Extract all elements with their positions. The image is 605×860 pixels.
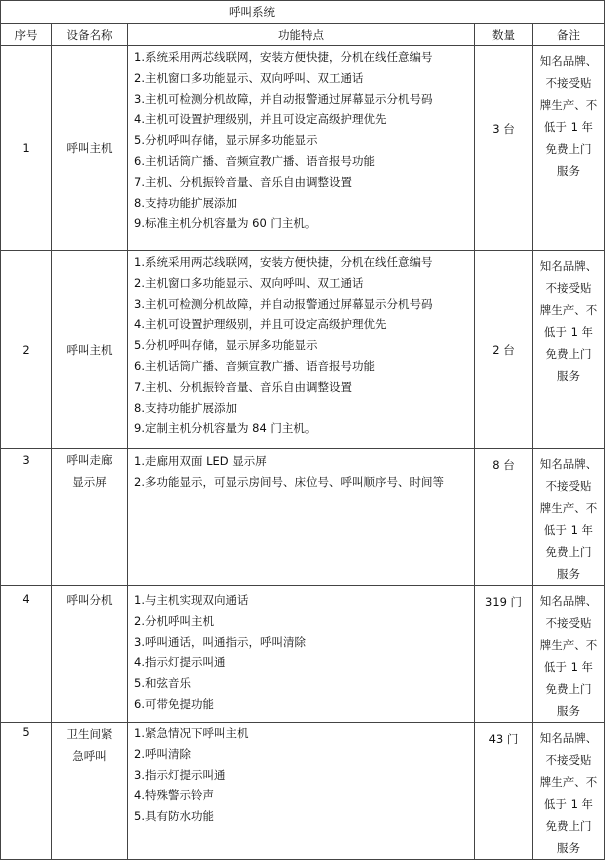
feature-item: 4.主机可设置护理级别，并且可设定高级护理优先 [134, 317, 387, 332]
feature-item: 1.系统采用两芯线联网，安装方便快捷，分机在线任意编号 [134, 255, 433, 269]
quantity: 8 台 [475, 449, 533, 586]
feature-item: 5.和弦音乐 [134, 676, 191, 691]
feature-item: 6.主机话筒广播、音频宣教广播、语音报号功能 [134, 153, 375, 168]
remarks-line: 免费上门 [545, 682, 592, 696]
device-name [52, 251, 128, 449]
device-name-line: 显示屏 [72, 475, 107, 489]
quantity: 319 门 [475, 586, 533, 723]
quantity: 3 台 [475, 46, 533, 251]
feature-list [128, 449, 475, 586]
feature-item: 2.主机窗口多功能显示、双向呼叫、双工通话 [134, 70, 364, 85]
header-name: 设备名称 [52, 24, 128, 46]
device-name [52, 723, 128, 860]
remarks [533, 46, 605, 251]
remarks-line: 低于 1 年 [543, 660, 594, 674]
device-name-line: 呼叫主机 [66, 342, 113, 357]
feature-item: 5.分机呼叫存储，显示屏多功能显示 [134, 133, 318, 148]
feature-item: 6.可带免提功能 [134, 696, 214, 711]
feature-item: 1.系统采用两芯线联网，安装方便快捷，分机在线任意编号 [134, 50, 433, 64]
remarks [533, 723, 605, 860]
feature-item: 8.支持功能扩展添加 [134, 195, 237, 210]
device-name-line: 卫生间紧 [66, 727, 113, 741]
remarks-line: 牌生产、不 [539, 303, 598, 317]
remarks [533, 251, 605, 449]
remarks-line: 知名品牌、 [539, 594, 598, 608]
row-number: 2 [1, 251, 52, 449]
remarks-line: 不接受贴 [545, 753, 592, 767]
feature-list [128, 586, 475, 723]
remarks-line: 服务 [557, 704, 580, 718]
header-qty: 数量 [475, 24, 533, 46]
remarks [533, 449, 605, 586]
feature-item: 1.紧急情况下呼叫主机 [134, 726, 249, 740]
remarks [533, 586, 605, 723]
feature-item: 2.多功能显示，可显示房间号、床位号、呼叫顺序号、时间等 [134, 474, 444, 489]
remarks-line: 不接受贴 [545, 616, 592, 630]
device-name-line: 急呼叫 [72, 749, 107, 763]
table-row [1, 723, 605, 860]
quantity: 43 门 [475, 723, 533, 860]
remarks-line: 低于 1 年 [543, 325, 594, 339]
feature-item: 9.定制主机分机容量为 84 门主机。 [134, 421, 317, 436]
remarks-line: 知名品牌、 [539, 54, 598, 68]
row-number: 5 [1, 723, 52, 860]
device-name [52, 449, 128, 586]
feature-item: 9.标准主机分机容量为 60 门主机。 [134, 216, 317, 231]
feature-item: 4.特殊警示铃声 [134, 788, 214, 803]
remarks-line: 低于 1 年 [543, 797, 594, 811]
remarks-line: 服务 [557, 164, 580, 178]
remarks-line: 免费上门 [545, 545, 592, 559]
feature-item: 5.分机呼叫存储，显示屏多功能显示 [134, 338, 318, 353]
feature-item: 2.分机呼叫主机 [134, 613, 214, 628]
device-name-line: 呼叫分机 [66, 593, 113, 607]
table-row [1, 251, 605, 449]
table-row [1, 449, 605, 586]
remarks-line: 不接受贴 [545, 76, 592, 90]
remarks-line: 低于 1 年 [543, 523, 594, 537]
row-number: 1 [1, 46, 52, 251]
remarks-line: 知名品牌、 [539, 457, 598, 471]
row-number: 4 [1, 586, 52, 723]
feature-item: 6.主机话筒广播、音频宣教广播、语音报号功能 [134, 358, 375, 373]
header-row [1, 24, 605, 46]
table-title: 呼叫系统 [1, 1, 605, 24]
feature-item: 3.指示灯提示叫通 [134, 767, 226, 782]
feature-item: 1.与主机实现双向通话 [134, 593, 249, 607]
header-no: 序号 [1, 24, 52, 46]
feature-item: 1.走廊用双面 LED 显示屏 [134, 454, 267, 468]
feature-list [128, 46, 475, 251]
remarks-line: 低于 1 年 [543, 120, 594, 134]
device-name [52, 46, 128, 251]
table-row [1, 586, 605, 723]
feature-item: 7.主机、分机振铃音量、音乐自由调整设置 [134, 174, 352, 189]
feature-list [128, 251, 475, 449]
row-number: 3 [1, 449, 52, 586]
remarks-line: 免费上门 [545, 142, 592, 156]
remarks-line: 牌生产、不 [539, 98, 598, 112]
remarks-line: 不接受贴 [545, 479, 592, 493]
remarks-line: 牌生产、不 [539, 775, 598, 789]
feature-item: 3.主机可检测分机故障，并自动报警通过屏幕显示分机号码 [134, 296, 433, 311]
remarks-line: 牌生产、不 [539, 501, 598, 515]
feature-item: 7.主机、分机振铃音量、音乐自由调整设置 [134, 379, 352, 394]
feature-item: 2.呼叫清除 [134, 746, 191, 761]
remarks-line: 免费上门 [545, 347, 592, 361]
table-row [1, 46, 605, 251]
remarks-line: 免费上门 [545, 819, 592, 833]
remarks-line: 服务 [557, 369, 580, 383]
feature-list [128, 723, 475, 860]
feature-item: 4.指示灯提示叫通 [134, 655, 226, 670]
feature-item: 8.支持功能扩展添加 [134, 400, 237, 415]
feature-item: 3.呼叫通话，叫通指示，呼叫清除 [134, 634, 306, 649]
remarks-line: 不接受贴 [545, 281, 592, 295]
header-note: 备注 [533, 24, 605, 46]
device-name-line: 呼叫走廊 [66, 453, 113, 467]
feature-item: 5.具有防水功能 [134, 809, 214, 824]
feature-item: 2.主机窗口多功能显示、双向呼叫、双工通话 [134, 275, 364, 290]
remarks-line: 牌生产、不 [539, 638, 598, 652]
remarks-line: 服务 [557, 841, 580, 855]
header-features: 功能特点 [128, 24, 475, 46]
remarks-line: 知名品牌、 [539, 731, 598, 745]
quantity: 2 台 [475, 251, 533, 449]
feature-item: 4.主机可设置护理级别，并且可设定高级护理优先 [134, 112, 387, 127]
remarks-line: 知名品牌、 [539, 259, 598, 273]
device-name-line: 呼叫主机 [66, 141, 113, 155]
device-name [52, 586, 128, 723]
feature-item: 3.主机可检测分机故障，并自动报警通过屏幕显示分机号码 [134, 91, 433, 106]
remarks-line: 服务 [557, 567, 580, 581]
